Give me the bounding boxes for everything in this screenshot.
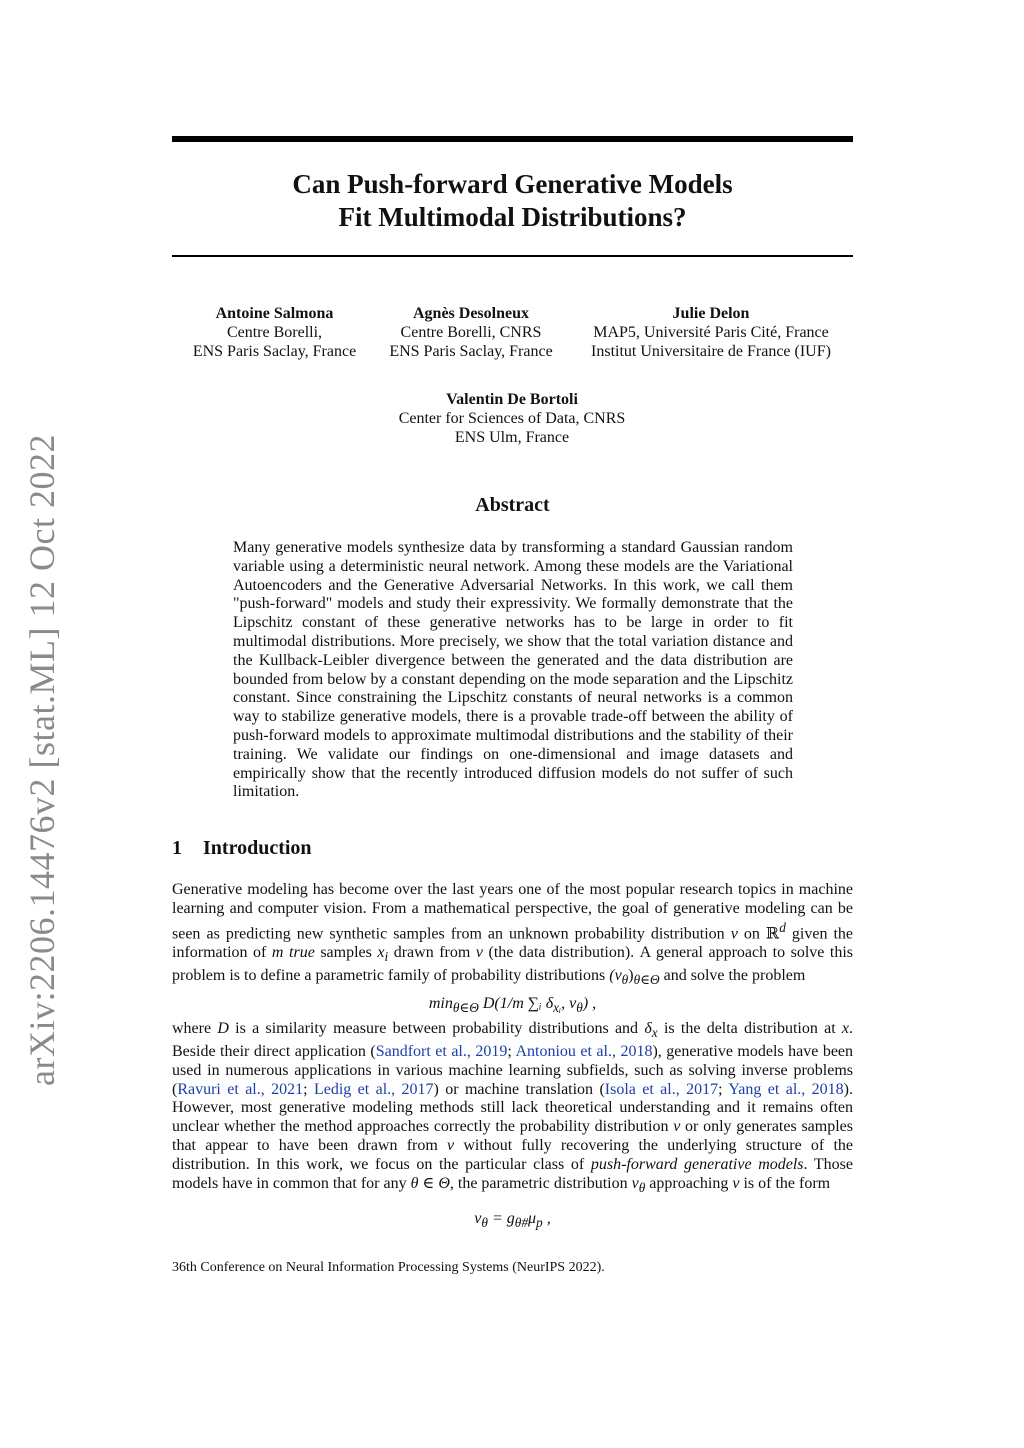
section-heading bbox=[172, 837, 853, 860]
author-affiliation: Centre Borelli, CNRS bbox=[400, 324, 542, 341]
paper-title bbox=[172, 168, 853, 234]
abstract-text: Many generative models synthesize data by transforming a standard Gaussian random variable using a deterministic neural network. Among these models are the Variational Autoencoders and the Generative Adversarial Networks. In this work, we call them "push-forward" models and study their expressivity. We formally demonstrate that the Lipschitz constant of these generative networks has to be large in order to fit multimodal distributions. More precisely, we show that the total variation distance and the Kullback-Leibler divergence between the generated and the data distribution are bounded from below by a constant depending on the mode separation and the Lipschitz constant. Since constraining the Lipschitz constants of neural networks is a common way to stabilize generative models, there is a provable trade-off between the ability of push-forward models to approximate multimodal distributions and the stability of their training. We validate our findings on one-dimensional and image datasets and empirically show that the recently introduced diffusion models do not suffer of such limitation. bbox=[233, 539, 793, 801]
equation-1: $\min_{\theta\in\Theta} D(1/m$ ∑ᵢ $\delta_{xᵢ}$, $\nu_\theta$) , bbox=[428, 995, 597, 1016]
author-affiliation: Center for Sciences of Data, CNRS bbox=[398, 410, 626, 427]
section-title: Introduction bbox=[203, 837, 312, 859]
intro-paragraph-2: where D is a similarity measure between probability distributions and $\delta_x$ is the delta distribution at x. Beside their direct application (Sandfort et al., 2019; Antoniou et al., 2018), generative models have been used in numerous applications in various machine learning subfields, such as solving inverse problems (Ravuri et al., 2021; Ledig et al., 2017) or machine translation (Isola et al., 2017; Yang et al., 2018). However, most generative modeling methods still lack theoretical understanding and it remains often unclear whether the method approaches correctly the probability distribution ν or only generates samples that appear to have been drawn from ν without fully recovering the underlying structure of the distribution. In this work, we focus on the particular class of push-forward generative models. Those models have in common that for any θ ∈ Θ, the parametric distribution $\nu_\theta$ approaching ν is of the form bbox=[172, 1020, 854, 1195]
author-block bbox=[377, 304, 565, 361]
author-affiliation: ENS Ulm, France bbox=[454, 429, 570, 446]
citation-link[interactable]: Ledig et al., 2017 bbox=[313, 1080, 434, 1098]
citation-link[interactable]: Yang et al., 2018 bbox=[728, 1080, 844, 1098]
section-number: 1 bbox=[172, 837, 182, 859]
title-rule-top bbox=[172, 136, 853, 142]
author-affiliation: Centre Borelli, bbox=[226, 324, 323, 341]
citation-link[interactable]: Isola et al., 2017 bbox=[604, 1080, 719, 1098]
citation-link[interactable]: Antoniou et al., 2018 bbox=[515, 1042, 653, 1060]
conference-footer: 36th Conference on Neural Information Processing Systems (NeurIPS 2022). bbox=[172, 1260, 605, 1275]
title-rule-bottom bbox=[172, 255, 853, 257]
author-affiliation: Institut Universitaire de France (IUF) bbox=[591, 343, 831, 360]
author-affiliation: ENS Paris Saclay, France bbox=[389, 343, 553, 360]
author-block bbox=[565, 304, 857, 361]
abstract-heading: Abstract bbox=[475, 494, 550, 516]
author-name: Valentin De Bortoli bbox=[446, 391, 578, 408]
author-affiliation: ENS Paris Saclay, France bbox=[192, 343, 357, 360]
citation-link[interactable]: Sandfort et al., 2019 bbox=[375, 1042, 508, 1060]
author-name: Agnès Desolneux bbox=[412, 305, 529, 322]
citation-link[interactable]: Ravuri et al., 2021 bbox=[177, 1080, 304, 1098]
title-line-2: Fit Multimodal Distributions? bbox=[338, 202, 687, 232]
title-line-1: Can Push-forward Generative Models bbox=[292, 169, 733, 199]
arxiv-stamp: arXiv:2206.14476v2 [stat.ML] 12 Oct 2022 bbox=[22, 434, 62, 1086]
author-affiliation: MAP5, Université Paris Cité, France bbox=[593, 324, 829, 341]
author-name: Julie Delon bbox=[672, 305, 750, 322]
author-block bbox=[362, 390, 662, 447]
equation-2: $\nu_\theta = g_{\theta\#}\mu_p$ , bbox=[474, 1210, 551, 1231]
intro-paragraph-1: Generative modeling has become over the last years one of the most popular research topics in machine learning and computer vision. From a mathematical perspective, the goal of generative modeling can be seen as predicting new synthetic samples from an unknown probability distribution ν on ℝ$^d$ given the information of m true samples $x_i$ drawn from ν (the data distribution). A general approach to solve this problem is to define a parametric family of probability distributions $(\nu_\theta)_{\theta\in\Theta}$ and solve the problem bbox=[172, 881, 854, 987]
author-block bbox=[172, 304, 377, 361]
author-name: Antoine Salmona bbox=[215, 305, 334, 322]
